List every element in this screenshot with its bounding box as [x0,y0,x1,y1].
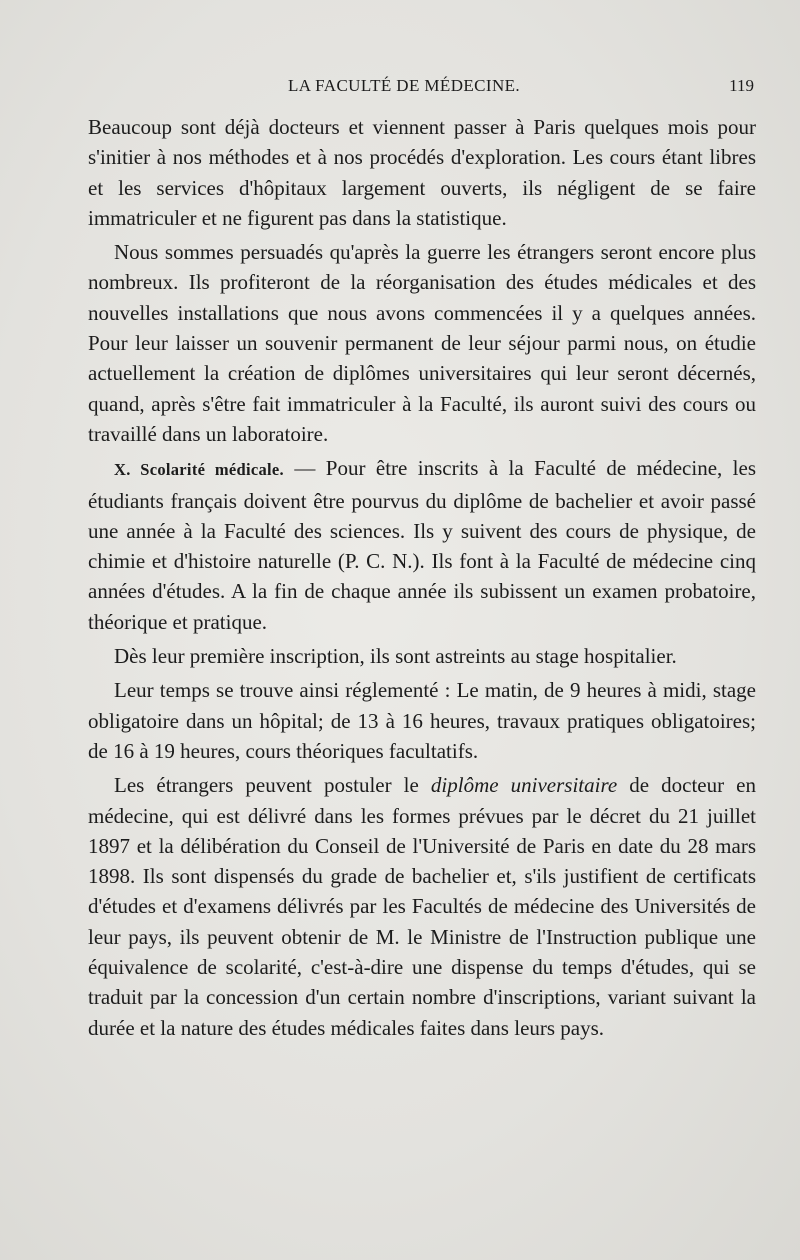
paragraph-section-x [88,453,756,637]
foreigners-text-before: Les étrangers peuvent postuler le [114,773,431,798]
body-text [88,112,756,1047]
paragraph-continuation: Beaucoup sont déjà docteurs et viennent passer à Paris quelques mois pour s'initier à nos méthodes et à nos procédés d'exploration. Les cours étant libres et les services d'hôpitaux largement ouverts, ils négligent de se faire immatriculer et ne figurent pas dans la statistique. [88,115,756,230]
page-number: 119 [729,76,754,95]
diploma-emphasis: diplôme universitaire [430,773,618,798]
paragraph-schedule: Leur temps se trouve ainsi réglementé : Le matin, de 9 heures à midi, stage obligatoire dans un hôpital; de 13 à 16 heures, travaux pratiques obligatoires; de 16 à 19 heures, cours théoriques facultatifs. [88,678,756,763]
paragraph-after-war: Nous sommes persuadés qu'après la guerre les étrangers seront encore plus nombreux. Ils profiteront de la réorganisation des études médicales et des nouvelles installations que nous avons commencées il y a quelques années. Pour leur laisser un souvenir permanent de leur séjour parmi nous, on étudie actuellement la création de diplômes universitaires qui leur seront décernés, quand, après s'être fait immatriculer à la Faculté, ils auront suivi des cours ou travaillé dans un laboratoire. [88,240,756,446]
running-title: LA FACULTÉ DE MÉDECINE. [288,76,521,95]
section-x-text: — Pour être inscrits à la Faculté de médecine, les étudiants français doivent être pourvus du diplôme de bachelier et avoir passé une année à la Faculté des sciences. Ils y suivent des cours de physique, de chimie et d'histoire naturelle (P. C. N.). Ils font à la Faculté de médecine cinq années d'études. A la fin de chaque année ils subissent un examen probatoire, théorique et pratique. [88,456,756,634]
foreigners-text-after: de docteur en médecine, qui est délivré dans les formes prévues par le décret du 21 juillet 1897 et la délibération du Conseil de l'Université de Paris en date du 28 mars 1898. Ils sont dispensés du grade de bachelier et, s'ils justifient de certificats d'études et d'examens délivrés par les Facultés de médecine des Universités de leur pays, ils peuvent obtenir de M. le Ministre de l'Instruction publique une équivalence de scolarité, c'est-à-dire une dispense du temps d'études, qui se traduit par la concession d'un certain nombre d'inscriptions, variant suivant la durée et la nature des études médicales faites dans leurs pays. [88,773,756,1040]
section-heading: X. Scolarité médicale. [114,460,284,480]
paragraph-foreigners [88,770,756,1043]
paragraph-stage: Dès leur première inscription, ils sont astreints au stage hospitalier. [114,644,677,669]
running-header [0,76,800,100]
